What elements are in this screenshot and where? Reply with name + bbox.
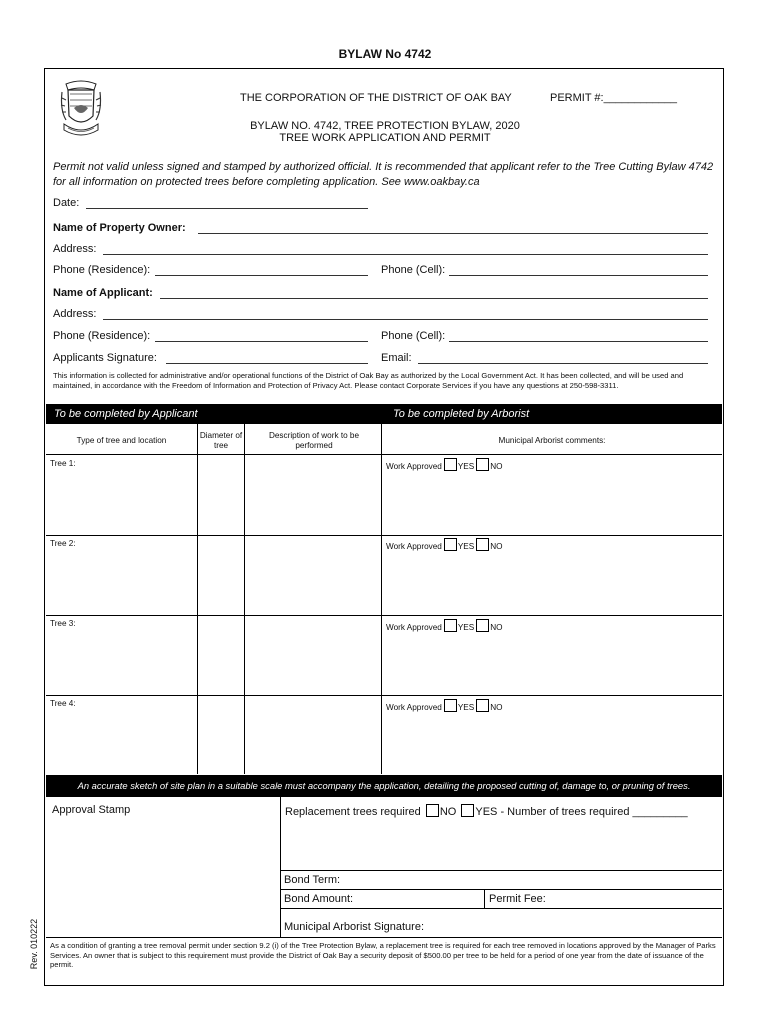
replacement-count-input[interactable]: _________ bbox=[632, 806, 688, 818]
email-label: Email: bbox=[381, 352, 412, 364]
validity-notice: Permit not valid unless signed and stamped by authorized official. It is recommended that applicant refer to the Tree Cutting Bylaw 4742 for all information on protected trees before completing application. See www.oakbay.ca bbox=[53, 161, 714, 188]
form-frame bbox=[44, 68, 724, 986]
owner-phone-res-input[interactable] bbox=[155, 275, 368, 276]
owner-address-label: Address: bbox=[53, 243, 97, 255]
arborist-section-header: To be completed by Arborist bbox=[393, 408, 530, 420]
date-label: Date: bbox=[53, 197, 80, 209]
replacement-label: Replacement trees required bbox=[285, 806, 421, 818]
permit-fee-label: Permit Fee: bbox=[489, 893, 546, 905]
grid-line bbox=[197, 424, 198, 774]
approval-stamp-label: Approval Stamp bbox=[52, 804, 131, 816]
arborist-signature-label: Municipal Arborist Signature: bbox=[284, 921, 425, 933]
yes-checkbox[interactable] bbox=[444, 538, 457, 551]
owner-address-input[interactable] bbox=[103, 254, 708, 255]
owner-name-label: Name of Property Owner: bbox=[53, 222, 186, 234]
owner-phone-cell-input[interactable] bbox=[449, 275, 708, 276]
no-checkbox[interactable] bbox=[476, 619, 489, 632]
tree-4-label: Tree 4: bbox=[50, 699, 76, 708]
grid-line bbox=[46, 937, 722, 938]
condition-notice: As a condition of granting a tree removal permit under section 9.2 (i) of the Tree Protection Bylaw, a replacement tree is required for each tree removed in locations approved by the Manager of Parks Services. An owner that is subject to this requirement must provide the District of Oak Bay a security deposit of $500.00 per tree to be held for a period of one year from the date of issuance of the permit. bbox=[50, 941, 716, 970]
owner-phone-cell-label: Phone (Cell): bbox=[381, 264, 446, 276]
tree-4-approval bbox=[386, 699, 503, 713]
grid-line bbox=[280, 797, 281, 938]
replacement-yes-label: YES - Number of trees required bbox=[475, 806, 630, 818]
bond-term-label: Bond Term: bbox=[284, 874, 341, 886]
bond-amount-label: Bond Amount: bbox=[284, 893, 354, 905]
replacement-yes-checkbox[interactable] bbox=[461, 804, 474, 817]
tree-3-approval bbox=[386, 619, 503, 633]
yes-label: YES bbox=[457, 462, 475, 471]
yes-checkbox[interactable] bbox=[444, 458, 457, 471]
privacy-notice: This information is collected for administrative and/or operational functions of the District of Oak Bay as authorized by the Local Government Act. It has been collected, and will be used and maintained, in accordance with the Freedom of Information and Protection of Privacy Act. Please contact Corporate Services if you have any questions at 250-598-3311. bbox=[53, 371, 684, 390]
yes-checkbox[interactable] bbox=[444, 619, 457, 632]
col-type-header: Type of tree and location bbox=[76, 436, 167, 445]
form-title: TREE WORK APPLICATION AND PERMIT bbox=[279, 132, 491, 144]
no-label: NO bbox=[490, 542, 503, 551]
replacement-no-checkbox[interactable] bbox=[426, 804, 439, 817]
tree-3-label: Tree 3: bbox=[50, 619, 76, 628]
replacement-trees-row bbox=[285, 804, 688, 818]
applicant-phone-cell-input[interactable] bbox=[449, 341, 708, 342]
grid-line bbox=[381, 404, 382, 774]
document-title: BYLAW No 4742 bbox=[338, 47, 432, 61]
col-comments-header: Municipal Arborist comments: bbox=[498, 436, 606, 445]
applicant-phone-res-label: Phone (Residence): bbox=[53, 330, 151, 342]
no-label: NO bbox=[490, 623, 503, 632]
col-diameter-header: Diameter of tree bbox=[199, 431, 243, 450]
tree-1-approval bbox=[386, 458, 503, 472]
grid-line bbox=[280, 908, 722, 909]
grid-line bbox=[46, 535, 722, 536]
grid-line bbox=[46, 695, 722, 696]
grid-line bbox=[484, 889, 485, 908]
grid-line bbox=[280, 870, 722, 871]
sketch-notice: An accurate sketch of site plan in a suitable scale must accompany the application, detailing the proposed cutting of, damage to, or pruning of trees. bbox=[46, 775, 722, 797]
no-checkbox[interactable] bbox=[476, 538, 489, 551]
applicant-signature-input[interactable] bbox=[166, 363, 368, 364]
tree-2-approval bbox=[386, 538, 503, 552]
applicant-name-input[interactable] bbox=[160, 298, 708, 299]
corporation-name: THE CORPORATION OF THE DISTRICT OF OAK BAY bbox=[240, 92, 512, 104]
applicant-address-label: Address: bbox=[53, 308, 97, 320]
applicant-name-label: Name of Applicant: bbox=[53, 287, 153, 299]
no-checkbox[interactable] bbox=[476, 458, 489, 471]
no-checkbox[interactable] bbox=[476, 699, 489, 712]
revision-label: Rev. 010222 bbox=[29, 918, 39, 970]
applicant-section-header: To be completed by Applicant bbox=[54, 408, 198, 420]
email-input[interactable] bbox=[418, 363, 708, 364]
work-approved-label: Work Approved bbox=[386, 542, 442, 551]
permit-number-field[interactable]: PERMIT #:____________ bbox=[550, 92, 677, 104]
col-description-header: Description of work to be performed bbox=[268, 431, 360, 450]
no-label: NO bbox=[490, 703, 503, 712]
work-approved-label: Work Approved bbox=[386, 462, 442, 471]
applicant-phone-cell-label: Phone (Cell): bbox=[381, 330, 446, 342]
tree-2-label: Tree 2: bbox=[50, 539, 76, 548]
no-label: NO bbox=[490, 462, 503, 471]
work-approved-label: Work Approved bbox=[386, 623, 442, 632]
grid-line bbox=[280, 889, 722, 890]
tree-1-label: Tree 1: bbox=[50, 459, 76, 468]
applicant-address-input[interactable] bbox=[103, 319, 708, 320]
replacement-no-label: NO bbox=[439, 806, 457, 818]
owner-name-input[interactable] bbox=[198, 233, 708, 234]
grid-line bbox=[244, 424, 245, 774]
yes-label: YES bbox=[457, 703, 475, 712]
owner-phone-res-label: Phone (Residence): bbox=[53, 264, 151, 276]
yes-label: YES bbox=[457, 542, 475, 551]
work-approved-label: Work Approved bbox=[386, 703, 442, 712]
grid-line bbox=[46, 615, 722, 616]
yes-checkbox[interactable] bbox=[444, 699, 457, 712]
date-input[interactable] bbox=[86, 208, 368, 209]
applicant-phone-res-input[interactable] bbox=[155, 341, 368, 342]
grid-line bbox=[46, 454, 722, 455]
applicant-signature-label: Applicants Signature: bbox=[53, 352, 157, 364]
yes-label: YES bbox=[457, 623, 475, 632]
bylaw-line: BYLAW NO. 4742, TREE PROTECTION BYLAW, 2020 bbox=[250, 120, 520, 132]
